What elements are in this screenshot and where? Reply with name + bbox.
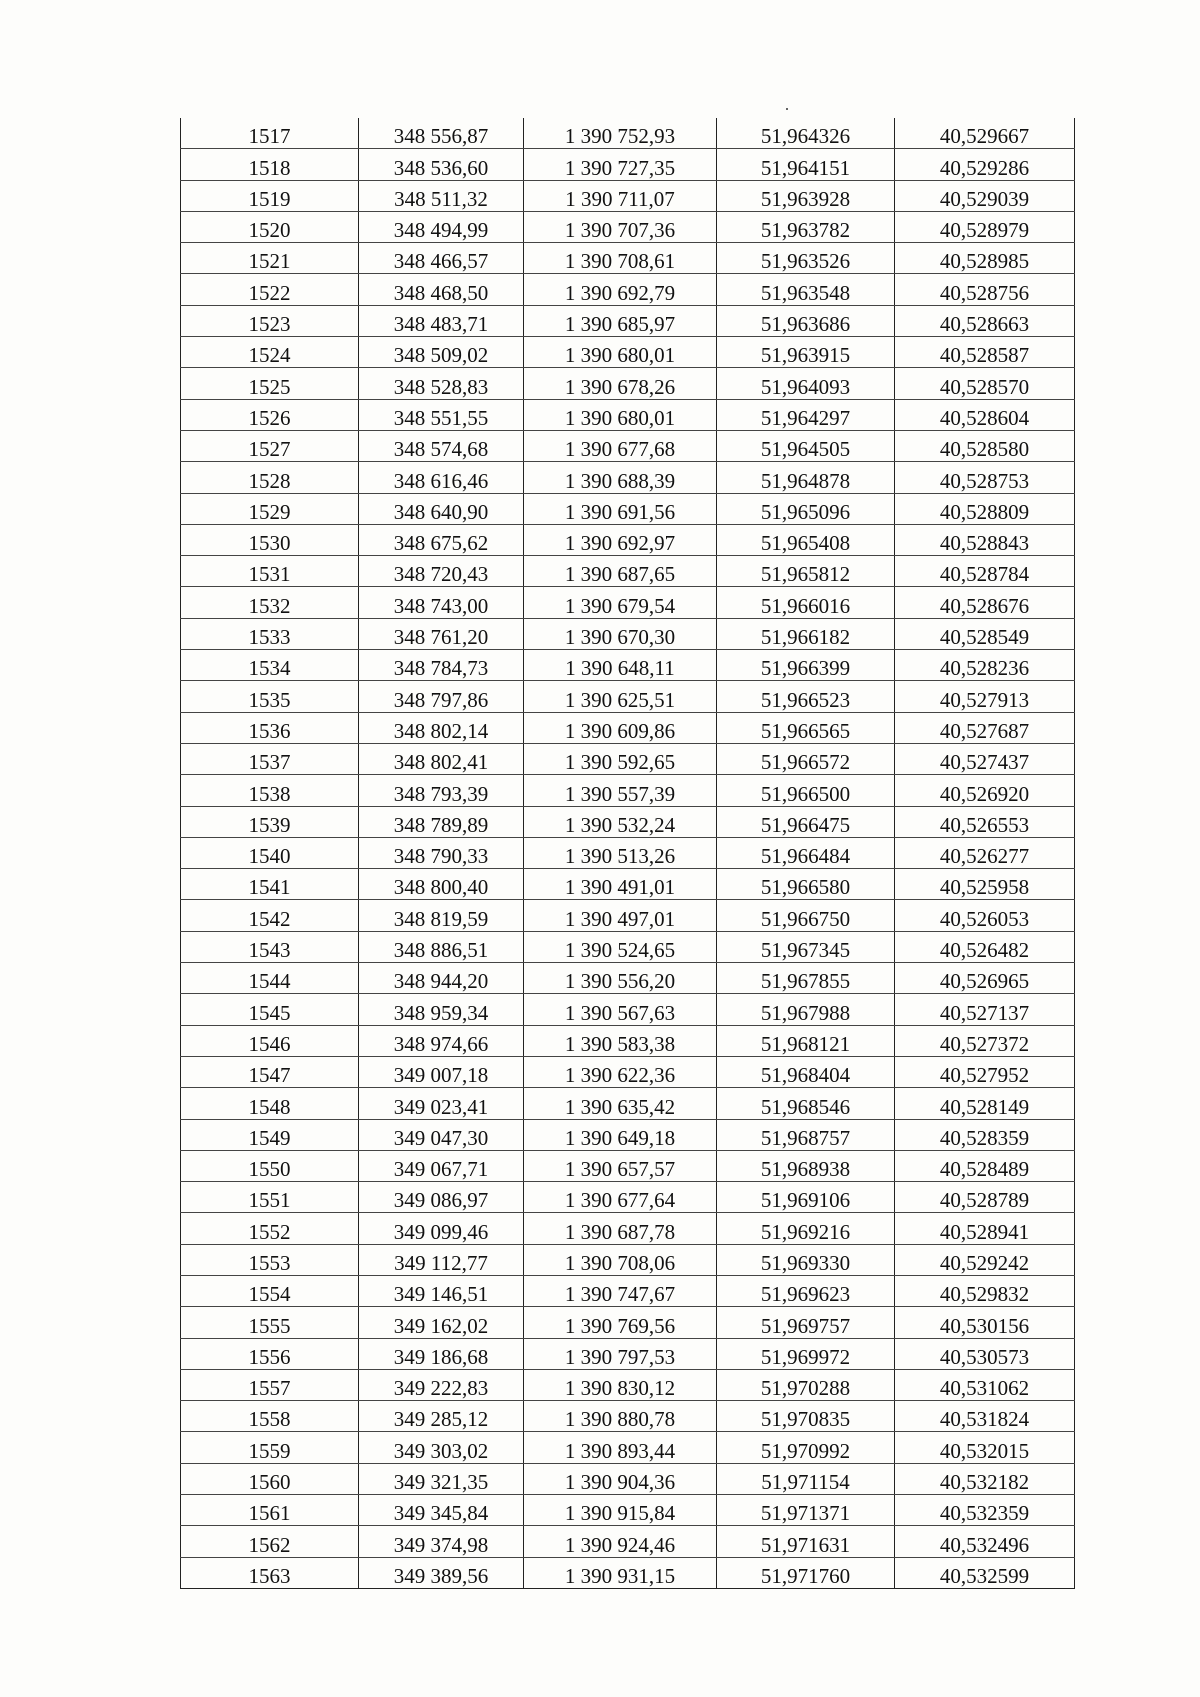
- x-coordinate-cell: 348 959,34: [359, 994, 524, 1025]
- y-coordinate-cell: 1 390 685,97: [524, 305, 717, 336]
- longitude-cell: 40,528979: [895, 211, 1075, 242]
- latitude-cell: 51,963548: [717, 274, 895, 305]
- y-coordinate-cell: 1 390 491,01: [524, 869, 717, 900]
- latitude-cell: 51,963782: [717, 211, 895, 242]
- latitude-cell: 51,965812: [717, 556, 895, 587]
- point-number-cell: 1550: [181, 1150, 359, 1181]
- table-row: [181, 806, 1075, 837]
- table-row: [181, 1526, 1075, 1557]
- y-coordinate-cell: 1 390 931,15: [524, 1557, 717, 1588]
- longitude-cell: 40,529286: [895, 149, 1075, 180]
- x-coordinate-cell: 348 509,02: [359, 337, 524, 368]
- point-number-cell: 1529: [181, 493, 359, 524]
- point-number-cell: 1537: [181, 743, 359, 774]
- x-coordinate-cell: 348 640,90: [359, 493, 524, 524]
- table-row: [181, 430, 1075, 461]
- y-coordinate-cell: 1 390 904,36: [524, 1463, 717, 1494]
- y-coordinate-cell: 1 390 557,39: [524, 775, 717, 806]
- table-row: [181, 931, 1075, 962]
- x-coordinate-cell: 349 186,68: [359, 1338, 524, 1369]
- point-number-cell: 1549: [181, 1119, 359, 1150]
- table-row: [181, 1557, 1075, 1588]
- point-number-cell: 1525: [181, 368, 359, 399]
- x-coordinate-cell: 348 743,00: [359, 587, 524, 618]
- longitude-cell: 40,528676: [895, 587, 1075, 618]
- y-coordinate-cell: 1 390 924,46: [524, 1526, 717, 1557]
- x-coordinate-cell: 349 389,56: [359, 1557, 524, 1588]
- point-number-cell: 1562: [181, 1526, 359, 1557]
- latitude-cell: 51,971371: [717, 1495, 895, 1526]
- x-coordinate-cell: 348 551,55: [359, 399, 524, 430]
- table-row: [181, 118, 1075, 149]
- latitude-cell: 51,968404: [717, 1056, 895, 1087]
- latitude-cell: 51,966572: [717, 743, 895, 774]
- table-row: [181, 368, 1075, 399]
- x-coordinate-cell: 348 536,60: [359, 149, 524, 180]
- x-coordinate-cell: 348 790,33: [359, 837, 524, 868]
- longitude-cell: 40,527913: [895, 681, 1075, 712]
- latitude-cell: 51,970288: [717, 1369, 895, 1400]
- x-coordinate-cell: 348 886,51: [359, 931, 524, 962]
- x-coordinate-cell: 348 466,57: [359, 243, 524, 274]
- table-row: [181, 243, 1075, 274]
- latitude-cell: 51,964326: [717, 118, 895, 149]
- point-number-cell: 1544: [181, 963, 359, 994]
- point-number-cell: 1538: [181, 775, 359, 806]
- table-row: [181, 399, 1075, 430]
- y-coordinate-cell: 1 390 679,54: [524, 587, 717, 618]
- table-row: [181, 1432, 1075, 1463]
- latitude-cell: 51,969623: [717, 1275, 895, 1306]
- x-coordinate-cell: 348 761,20: [359, 618, 524, 649]
- y-coordinate-cell: 1 390 680,01: [524, 399, 717, 430]
- point-number-cell: 1524: [181, 337, 359, 368]
- point-number-cell: 1528: [181, 462, 359, 493]
- x-coordinate-cell: 349 007,18: [359, 1056, 524, 1087]
- x-coordinate-cell: 348 974,66: [359, 1025, 524, 1056]
- x-coordinate-cell: 348 675,62: [359, 524, 524, 555]
- longitude-cell: 40,528941: [895, 1213, 1075, 1244]
- point-number-cell: 1519: [181, 180, 359, 211]
- latitude-cell: 51,967345: [717, 931, 895, 962]
- x-coordinate-cell: 349 303,02: [359, 1432, 524, 1463]
- longitude-cell: 40,532015: [895, 1432, 1075, 1463]
- latitude-cell: 51,969106: [717, 1182, 895, 1213]
- longitude-cell: 40,528843: [895, 524, 1075, 555]
- latitude-cell: 51,968546: [717, 1088, 895, 1119]
- y-coordinate-cell: 1 390 532,24: [524, 806, 717, 837]
- longitude-cell: 40,525958: [895, 869, 1075, 900]
- point-number-cell: 1543: [181, 931, 359, 962]
- table-row: [181, 305, 1075, 336]
- longitude-cell: 40,529039: [895, 180, 1075, 211]
- latitude-cell: 51,966580: [717, 869, 895, 900]
- y-coordinate-cell: 1 390 708,61: [524, 243, 717, 274]
- table-row: [181, 712, 1075, 743]
- x-coordinate-cell: 349 099,46: [359, 1213, 524, 1244]
- table-row: [181, 743, 1075, 774]
- longitude-cell: 40,532496: [895, 1526, 1075, 1557]
- y-coordinate-cell: 1 390 711,07: [524, 180, 717, 211]
- longitude-cell: 40,529242: [895, 1244, 1075, 1275]
- longitude-cell: 40,528604: [895, 399, 1075, 430]
- x-coordinate-cell: 348 819,59: [359, 900, 524, 931]
- longitude-cell: 40,528489: [895, 1150, 1075, 1181]
- x-coordinate-cell: 348 797,86: [359, 681, 524, 712]
- x-coordinate-cell: 348 802,14: [359, 712, 524, 743]
- longitude-cell: 40,528149: [895, 1088, 1075, 1119]
- point-number-cell: 1559: [181, 1432, 359, 1463]
- latitude-cell: 51,967988: [717, 994, 895, 1025]
- y-coordinate-cell: 1 390 687,65: [524, 556, 717, 587]
- longitude-cell: 40,528663: [895, 305, 1075, 336]
- latitude-cell: 51,963928: [717, 180, 895, 211]
- longitude-cell: 40,526482: [895, 931, 1075, 962]
- point-number-cell: 1530: [181, 524, 359, 555]
- table-row: [181, 1369, 1075, 1400]
- latitude-cell: 51,969972: [717, 1338, 895, 1369]
- table-row: [181, 1401, 1075, 1432]
- table-row: [181, 963, 1075, 994]
- y-coordinate-cell: 1 390 727,35: [524, 149, 717, 180]
- y-coordinate-cell: 1 390 688,39: [524, 462, 717, 493]
- table-row: [181, 1088, 1075, 1119]
- longitude-cell: 40,528789: [895, 1182, 1075, 1213]
- latitude-cell: 51,964151: [717, 149, 895, 180]
- longitude-cell: 40,530156: [895, 1307, 1075, 1338]
- table-row: [181, 1182, 1075, 1213]
- point-number-cell: 1539: [181, 806, 359, 837]
- longitude-cell: 40,526277: [895, 837, 1075, 868]
- longitude-cell: 40,527137: [895, 994, 1075, 1025]
- point-number-cell: 1527: [181, 430, 359, 461]
- table-row: [181, 337, 1075, 368]
- table-row: [181, 1338, 1075, 1369]
- table-row: [181, 211, 1075, 242]
- point-number-cell: 1561: [181, 1495, 359, 1526]
- y-coordinate-cell: 1 390 692,79: [524, 274, 717, 305]
- latitude-cell: 51,963915: [717, 337, 895, 368]
- table-row: [181, 1244, 1075, 1275]
- longitude-cell: 40,531824: [895, 1401, 1075, 1432]
- x-coordinate-cell: 349 067,71: [359, 1150, 524, 1181]
- point-number-cell: 1541: [181, 869, 359, 900]
- longitude-cell: 40,527437: [895, 743, 1075, 774]
- table-row: [181, 524, 1075, 555]
- x-coordinate-cell: 348 944,20: [359, 963, 524, 994]
- point-number-cell: 1555: [181, 1307, 359, 1338]
- longitude-cell: 40,532182: [895, 1463, 1075, 1494]
- x-coordinate-cell: 348 494,99: [359, 211, 524, 242]
- table-row: [181, 1056, 1075, 1087]
- y-coordinate-cell: 1 390 567,63: [524, 994, 717, 1025]
- y-coordinate-cell: 1 390 497,01: [524, 900, 717, 931]
- scan-speck: [786, 108, 788, 110]
- latitude-cell: 51,966523: [717, 681, 895, 712]
- y-coordinate-cell: 1 390 915,84: [524, 1495, 717, 1526]
- x-coordinate-cell: 348 720,43: [359, 556, 524, 587]
- longitude-cell: 40,532359: [895, 1495, 1075, 1526]
- point-number-cell: 1563: [181, 1557, 359, 1588]
- point-number-cell: 1548: [181, 1088, 359, 1119]
- point-number-cell: 1557: [181, 1369, 359, 1400]
- longitude-cell: 40,528753: [895, 462, 1075, 493]
- point-number-cell: 1517: [181, 118, 359, 149]
- table-row: [181, 650, 1075, 681]
- y-coordinate-cell: 1 390 677,68: [524, 430, 717, 461]
- longitude-cell: 40,526553: [895, 806, 1075, 837]
- x-coordinate-cell: 349 374,98: [359, 1526, 524, 1557]
- latitude-cell: 51,968938: [717, 1150, 895, 1181]
- y-coordinate-cell: 1 390 678,26: [524, 368, 717, 399]
- table-row: [181, 1275, 1075, 1306]
- longitude-cell: 40,528756: [895, 274, 1075, 305]
- latitude-cell: 51,965096: [717, 493, 895, 524]
- point-number-cell: 1535: [181, 681, 359, 712]
- y-coordinate-cell: 1 390 677,64: [524, 1182, 717, 1213]
- latitude-cell: 51,964878: [717, 462, 895, 493]
- point-number-cell: 1536: [181, 712, 359, 743]
- latitude-cell: 51,970992: [717, 1432, 895, 1463]
- latitude-cell: 51,968757: [717, 1119, 895, 1150]
- longitude-cell: 40,528809: [895, 493, 1075, 524]
- y-coordinate-cell: 1 390 657,57: [524, 1150, 717, 1181]
- table-row: [181, 493, 1075, 524]
- latitude-cell: 51,966475: [717, 806, 895, 837]
- y-coordinate-cell: 1 390 556,20: [524, 963, 717, 994]
- point-number-cell: 1552: [181, 1213, 359, 1244]
- latitude-cell: 51,964093: [717, 368, 895, 399]
- x-coordinate-cell: 349 146,51: [359, 1275, 524, 1306]
- point-number-cell: 1553: [181, 1244, 359, 1275]
- table-row: [181, 180, 1075, 211]
- y-coordinate-cell: 1 390 747,67: [524, 1275, 717, 1306]
- point-number-cell: 1560: [181, 1463, 359, 1494]
- longitude-cell: 40,527952: [895, 1056, 1075, 1087]
- longitude-cell: 40,528236: [895, 650, 1075, 681]
- y-coordinate-cell: 1 390 752,93: [524, 118, 717, 149]
- latitude-cell: 51,971631: [717, 1526, 895, 1557]
- point-number-cell: 1523: [181, 305, 359, 336]
- table-row: [181, 618, 1075, 649]
- x-coordinate-cell: 348 802,41: [359, 743, 524, 774]
- longitude-cell: 40,528570: [895, 368, 1075, 399]
- latitude-cell: 51,966484: [717, 837, 895, 868]
- y-coordinate-cell: 1 390 648,11: [524, 650, 717, 681]
- longitude-cell: 40,526965: [895, 963, 1075, 994]
- y-coordinate-cell: 1 390 708,06: [524, 1244, 717, 1275]
- point-number-cell: 1542: [181, 900, 359, 931]
- latitude-cell: 51,965408: [717, 524, 895, 555]
- longitude-cell: 40,531062: [895, 1369, 1075, 1400]
- longitude-cell: 40,527372: [895, 1025, 1075, 1056]
- table-row: [181, 274, 1075, 305]
- y-coordinate-cell: 1 390 524,65: [524, 931, 717, 962]
- y-coordinate-cell: 1 390 680,01: [524, 337, 717, 368]
- table-row: [181, 681, 1075, 712]
- point-number-cell: 1533: [181, 618, 359, 649]
- y-coordinate-cell: 1 390 609,86: [524, 712, 717, 743]
- table-row: [181, 869, 1075, 900]
- latitude-cell: 51,966016: [717, 587, 895, 618]
- table-row: [181, 556, 1075, 587]
- latitude-cell: 51,966399: [717, 650, 895, 681]
- latitude-cell: 51,966182: [717, 618, 895, 649]
- x-coordinate-cell: 349 222,83: [359, 1369, 524, 1400]
- table-row: [181, 462, 1075, 493]
- point-number-cell: 1534: [181, 650, 359, 681]
- longitude-cell: 40,526920: [895, 775, 1075, 806]
- x-coordinate-cell: 348 468,50: [359, 274, 524, 305]
- x-coordinate-cell: 349 321,35: [359, 1463, 524, 1494]
- x-coordinate-cell: 349 023,41: [359, 1088, 524, 1119]
- latitude-cell: 51,966500: [717, 775, 895, 806]
- point-number-cell: 1521: [181, 243, 359, 274]
- x-coordinate-cell: 348 793,39: [359, 775, 524, 806]
- y-coordinate-cell: 1 390 830,12: [524, 1369, 717, 1400]
- longitude-cell: 40,528587: [895, 337, 1075, 368]
- point-number-cell: 1540: [181, 837, 359, 868]
- point-number-cell: 1556: [181, 1338, 359, 1369]
- longitude-cell: 40,532599: [895, 1557, 1075, 1588]
- point-number-cell: 1547: [181, 1056, 359, 1087]
- latitude-cell: 51,969330: [717, 1244, 895, 1275]
- table-row: [181, 1463, 1075, 1494]
- x-coordinate-cell: 348 556,87: [359, 118, 524, 149]
- latitude-cell: 51,971760: [717, 1557, 895, 1588]
- latitude-cell: 51,963526: [717, 243, 895, 274]
- x-coordinate-cell: 349 345,84: [359, 1495, 524, 1526]
- longitude-cell: 40,528549: [895, 618, 1075, 649]
- y-coordinate-cell: 1 390 880,78: [524, 1401, 717, 1432]
- y-coordinate-cell: 1 390 707,36: [524, 211, 717, 242]
- longitude-cell: 40,526053: [895, 900, 1075, 931]
- y-coordinate-cell: 1 390 769,56: [524, 1307, 717, 1338]
- point-number-cell: 1526: [181, 399, 359, 430]
- table-row: [181, 1495, 1075, 1526]
- table-row: [181, 1025, 1075, 1056]
- longitude-cell: 40,530573: [895, 1338, 1075, 1369]
- table-row: [181, 149, 1075, 180]
- point-number-cell: 1551: [181, 1182, 359, 1213]
- table-row: [181, 900, 1075, 931]
- table-row: [181, 1213, 1075, 1244]
- latitude-cell: 51,964505: [717, 430, 895, 461]
- y-coordinate-cell: 1 390 649,18: [524, 1119, 717, 1150]
- y-coordinate-cell: 1 390 797,53: [524, 1338, 717, 1369]
- y-coordinate-cell: 1 390 583,38: [524, 1025, 717, 1056]
- longitude-cell: 40,528784: [895, 556, 1075, 587]
- x-coordinate-cell: 348 528,83: [359, 368, 524, 399]
- x-coordinate-cell: 348 616,46: [359, 462, 524, 493]
- longitude-cell: 40,528580: [895, 430, 1075, 461]
- y-coordinate-cell: 1 390 635,42: [524, 1088, 717, 1119]
- x-coordinate-cell: 348 511,32: [359, 180, 524, 211]
- x-coordinate-cell: 348 483,71: [359, 305, 524, 336]
- point-number-cell: 1522: [181, 274, 359, 305]
- y-coordinate-cell: 1 390 592,65: [524, 743, 717, 774]
- y-coordinate-cell: 1 390 692,97: [524, 524, 717, 555]
- point-number-cell: 1532: [181, 587, 359, 618]
- coordinate-table: [180, 118, 1075, 1589]
- table-row: [181, 775, 1075, 806]
- table-row: [181, 1307, 1075, 1338]
- latitude-cell: 51,967855: [717, 963, 895, 994]
- x-coordinate-cell: 349 086,97: [359, 1182, 524, 1213]
- y-coordinate-cell: 1 390 691,56: [524, 493, 717, 524]
- table-row: [181, 837, 1075, 868]
- point-number-cell: 1554: [181, 1275, 359, 1306]
- x-coordinate-cell: 348 800,40: [359, 869, 524, 900]
- table-row: [181, 1119, 1075, 1150]
- latitude-cell: 51,971154: [717, 1463, 895, 1494]
- longitude-cell: 40,529832: [895, 1275, 1075, 1306]
- longitude-cell: 40,528359: [895, 1119, 1075, 1150]
- y-coordinate-cell: 1 390 513,26: [524, 837, 717, 868]
- y-coordinate-cell: 1 390 687,78: [524, 1213, 717, 1244]
- x-coordinate-cell: 349 162,02: [359, 1307, 524, 1338]
- latitude-cell: 51,966565: [717, 712, 895, 743]
- point-number-cell: 1546: [181, 1025, 359, 1056]
- longitude-cell: 40,529667: [895, 118, 1075, 149]
- point-number-cell: 1520: [181, 211, 359, 242]
- x-coordinate-cell: 349 285,12: [359, 1401, 524, 1432]
- x-coordinate-cell: 349 047,30: [359, 1119, 524, 1150]
- latitude-cell: 51,968121: [717, 1025, 895, 1056]
- table-row: [181, 1150, 1075, 1181]
- x-coordinate-cell: 348 789,89: [359, 806, 524, 837]
- coordinate-table-body: [181, 118, 1075, 1588]
- latitude-cell: 51,969757: [717, 1307, 895, 1338]
- point-number-cell: 1518: [181, 149, 359, 180]
- longitude-cell: 40,527687: [895, 712, 1075, 743]
- longitude-cell: 40,528985: [895, 243, 1075, 274]
- point-number-cell: 1531: [181, 556, 359, 587]
- latitude-cell: 51,964297: [717, 399, 895, 430]
- latitude-cell: 51,970835: [717, 1401, 895, 1432]
- x-coordinate-cell: 348 574,68: [359, 430, 524, 461]
- y-coordinate-cell: 1 390 670,30: [524, 618, 717, 649]
- y-coordinate-cell: 1 390 622,36: [524, 1056, 717, 1087]
- point-number-cell: 1545: [181, 994, 359, 1025]
- table-row: [181, 994, 1075, 1025]
- x-coordinate-cell: 349 112,77: [359, 1244, 524, 1275]
- point-number-cell: 1558: [181, 1401, 359, 1432]
- table-row: [181, 587, 1075, 618]
- y-coordinate-cell: 1 390 893,44: [524, 1432, 717, 1463]
- y-coordinate-cell: 1 390 625,51: [524, 681, 717, 712]
- latitude-cell: 51,966750: [717, 900, 895, 931]
- latitude-cell: 51,963686: [717, 305, 895, 336]
- latitude-cell: 51,969216: [717, 1213, 895, 1244]
- x-coordinate-cell: 348 784,73: [359, 650, 524, 681]
